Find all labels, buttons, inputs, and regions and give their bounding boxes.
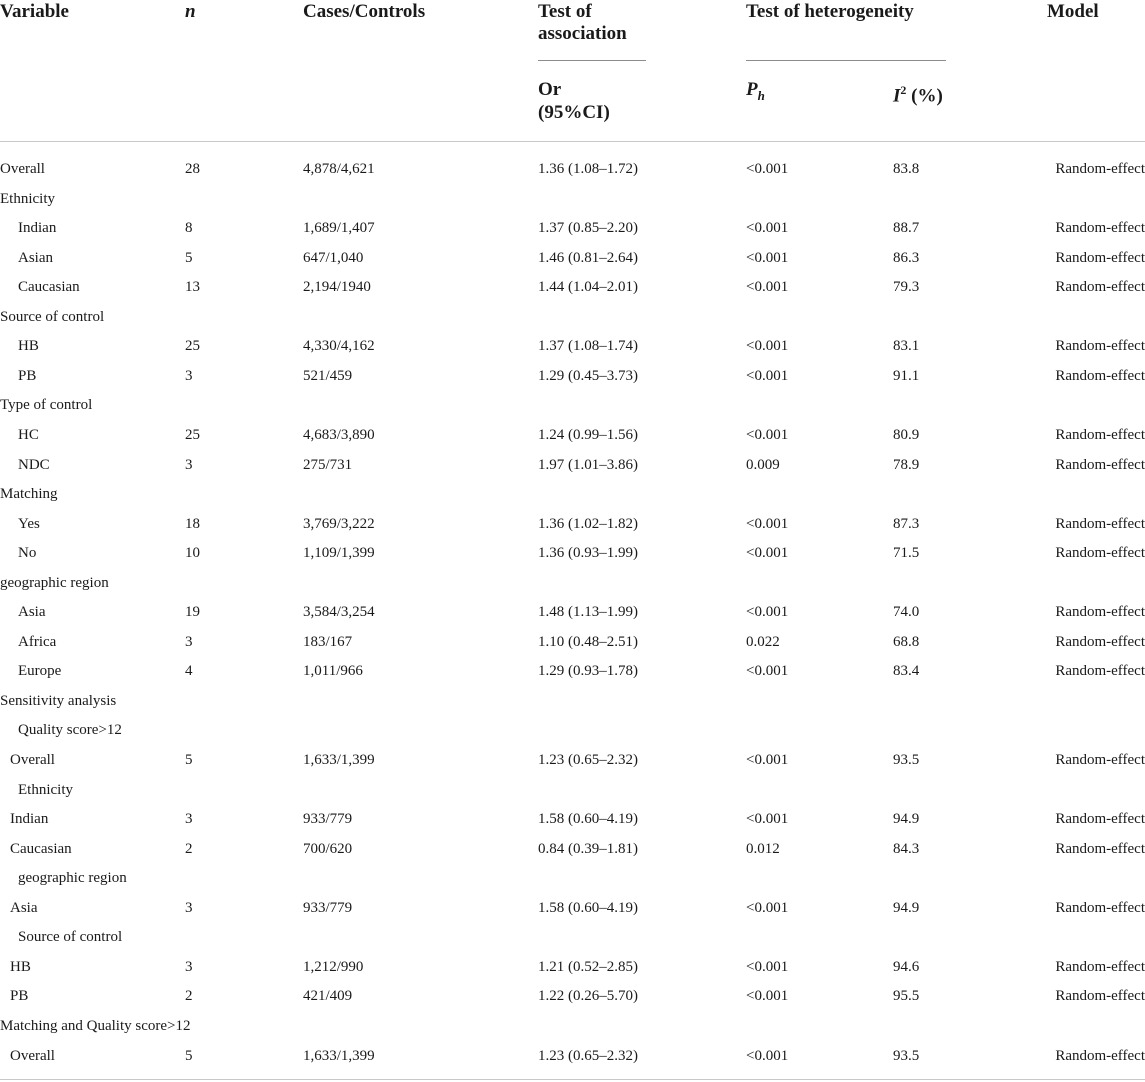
cell-variable: Sensitivity analysis: [0, 692, 117, 709]
cell-variable: Overall: [0, 161, 45, 177]
cell-or-ci: 1.37 (0.85–2.20): [538, 220, 638, 237]
cell-i2: 79.3: [893, 279, 920, 296]
cell-or-ci: 1.58 (0.60–4.19): [538, 811, 638, 828]
table-row: [0, 539, 1145, 569]
cell-i2: 86.3: [893, 249, 920, 266]
cell-n: 18: [185, 515, 200, 532]
cell-model: Random-effect: [1055, 840, 1145, 857]
table-row: [0, 391, 1145, 421]
cell-n: 5: [185, 249, 193, 266]
cell-variable: Ethnicity: [0, 190, 55, 207]
cell-model: Random-effect: [1055, 249, 1145, 266]
table-row: [0, 805, 1145, 835]
cell-n: 10: [185, 545, 200, 562]
table-row: [0, 421, 1145, 451]
cell-n: 5: [185, 752, 193, 768]
header-test-heterogeneity: Test of heterogeneity: [746, 1, 914, 22]
table-row: [0, 362, 1145, 392]
table-row: [0, 628, 1145, 658]
cell-ph: <0.001: [746, 899, 789, 916]
cell-n: 2: [185, 840, 193, 857]
cell-variable: Asia: [18, 604, 46, 621]
cell-ph: <0.001: [746, 988, 789, 1005]
cell-i2: 84.3: [893, 840, 920, 857]
table-row: [0, 1012, 1145, 1042]
cell-ph: <0.001: [746, 1047, 789, 1064]
cell-or-ci: 1.10 (0.48–2.51): [538, 633, 638, 650]
header-test-association-line2: association: [538, 23, 627, 44]
cell-model: Random-effect: [1055, 338, 1145, 355]
table-row: [0, 155, 1145, 185]
table-row: [0, 953, 1145, 983]
header-ph: [746, 78, 765, 108]
header-or-line1: Or: [538, 79, 562, 100]
cell-model: Random-effect: [1055, 1047, 1145, 1064]
cell-variable: Indian: [10, 811, 49, 828]
table-row: [0, 185, 1145, 215]
table-row: [0, 716, 1145, 746]
cell-variable: Matching: [0, 486, 58, 503]
cell-n: 5: [185, 1047, 193, 1064]
cell-cases-controls: 521/459: [303, 367, 353, 384]
header-bottom-rule: [0, 141, 1145, 142]
cell-n: 4: [185, 663, 193, 680]
cell-cases-controls: 1,689/1,407: [303, 220, 375, 237]
table-row: [0, 480, 1145, 510]
cell-ph: <0.001: [746, 338, 789, 355]
cell-n: 28: [185, 161, 200, 177]
cell-variable: Source of control: [0, 308, 105, 325]
cell-cases-controls: 4,683/3,890: [303, 426, 375, 443]
header-i2: [893, 78, 943, 108]
table-row: [0, 923, 1145, 953]
cell-cases-controls: 933/779: [303, 899, 353, 916]
cell-or-ci: 1.36 (0.93–1.99): [538, 545, 638, 562]
table-row: [0, 332, 1145, 362]
cell-variable: Type of control: [0, 397, 93, 414]
cell-variable: geographic region: [0, 574, 109, 591]
header-ph-sub: h: [757, 87, 765, 103]
cell-or-ci: 1.22 (0.26–5.70): [538, 988, 638, 1005]
table-row: [0, 569, 1145, 599]
cell-or-ci: 1.36 (1.02–1.82): [538, 515, 638, 532]
subheader-divider-heterogeneity: [746, 60, 946, 61]
cell-cases-controls: 2,194/1940: [303, 279, 371, 296]
cell-model: Random-effect: [1055, 456, 1145, 473]
cell-n: 25: [185, 426, 200, 443]
cell-cases-controls: 275/731: [303, 456, 353, 473]
cell-variable: Matching and Quality score>12: [0, 1017, 191, 1034]
header-variable: Variable: [0, 1, 69, 22]
cell-ph: <0.001: [746, 545, 789, 562]
table-row: [0, 835, 1145, 865]
cell-cases-controls: 1,633/1,399: [303, 752, 375, 768]
cell-variable: PB: [10, 988, 29, 1005]
cell-variable: geographic region: [18, 870, 127, 887]
header-ph-main: P: [746, 79, 758, 100]
table-row: [0, 982, 1145, 1012]
cell-variable: Europe: [18, 663, 62, 680]
cell-model: Random-effect: [1055, 367, 1145, 384]
cell-variable: Overall: [10, 1047, 55, 1064]
cell-model: Random-effect: [1055, 426, 1145, 443]
cell-or-ci: 1.36 (1.08–1.72): [538, 161, 638, 177]
table-row: [0, 1042, 1145, 1072]
cell-variable: NDC: [18, 456, 50, 473]
cell-ph: <0.001: [746, 958, 789, 975]
cell-i2: 93.5: [893, 752, 920, 768]
cell-variable: Source of control: [18, 929, 123, 946]
cell-i2: 83.8: [893, 161, 920, 177]
cell-variable: Overall: [10, 752, 55, 768]
cell-ph: <0.001: [746, 367, 789, 384]
cell-or-ci: 1.23 (0.65–2.32): [538, 1047, 638, 1064]
cell-model: Random-effect: [1055, 604, 1145, 621]
cell-ph: 0.009: [746, 456, 780, 473]
cell-i2: 93.5: [893, 1047, 920, 1064]
cell-n: 3: [185, 811, 193, 828]
cell-i2: 88.7: [893, 220, 920, 237]
cell-variable: Indian: [18, 220, 57, 237]
table-row: [0, 746, 1145, 776]
cell-variable: Ethnicity: [18, 781, 73, 798]
cell-ph: 0.022: [746, 633, 780, 650]
cell-n: 8: [185, 220, 193, 237]
table-row: [0, 451, 1145, 481]
cell-cases-controls: 421/409: [303, 988, 353, 1005]
cell-cases-controls: 183/167: [303, 633, 353, 650]
table-bottom-rule: [0, 1079, 1145, 1080]
cell-cases-controls: 1,109/1,399: [303, 545, 375, 562]
cell-n: 3: [185, 958, 193, 975]
cell-model: Random-effect: [1055, 811, 1145, 828]
cell-variable: Yes: [18, 515, 40, 532]
cell-or-ci: 1.48 (1.13–1.99): [538, 604, 638, 621]
cell-variable: PB: [18, 367, 37, 384]
header-i2-sup: 2: [900, 83, 907, 97]
cell-model: Random-effect: [1055, 220, 1145, 237]
cell-cases-controls: 1,212/990: [303, 958, 364, 975]
cell-i2: 94.9: [893, 811, 920, 828]
table-row: [0, 657, 1145, 687]
table-row: [0, 598, 1145, 628]
cell-model: Random-effect: [1055, 279, 1145, 296]
cell-ph: <0.001: [746, 161, 789, 177]
cell-variable: Quality score>12: [18, 722, 122, 739]
table-row: [0, 687, 1145, 717]
cell-model: Random-effect: [1055, 515, 1145, 532]
cell-i2: 80.9: [893, 426, 920, 443]
cell-cases-controls: 933/779: [303, 811, 353, 828]
cell-n: 19: [185, 604, 200, 621]
header-i2-unit: (%): [906, 85, 943, 107]
cell-or-ci: 1.24 (0.99–1.56): [538, 426, 638, 443]
cell-model: Random-effect: [1055, 752, 1145, 768]
table-row: [0, 864, 1145, 894]
cell-i2: 83.1: [893, 338, 920, 355]
cell-cases-controls: 1,633/1,399: [303, 1047, 375, 1064]
cell-or-ci: 1.23 (0.65–2.32): [538, 752, 638, 768]
cell-n: 3: [185, 899, 193, 916]
cell-n: 2: [185, 988, 193, 1005]
cell-variable: Caucasian: [10, 840, 72, 857]
cell-cases-controls: 3,584/3,254: [303, 604, 375, 621]
cell-i2: 94.6: [893, 958, 920, 975]
cell-model: Random-effect: [1055, 899, 1145, 916]
cell-n: 3: [185, 633, 193, 650]
cell-model: Random-effect: [1055, 161, 1145, 177]
cell-i2: 83.4: [893, 663, 920, 680]
cell-n: 3: [185, 367, 193, 384]
cell-model: Random-effect: [1055, 633, 1145, 650]
cell-model: Random-effect: [1055, 988, 1145, 1005]
cell-variable: HB: [10, 958, 31, 975]
cell-or-ci: 1.29 (0.45–3.73): [538, 367, 638, 384]
table-row: [0, 273, 1145, 303]
cell-cases-controls: 3,769/3,222: [303, 515, 375, 532]
cell-cases-controls: 1,011/966: [303, 663, 363, 680]
cell-or-ci: 1.21 (0.52–2.85): [538, 958, 638, 975]
cell-ph: <0.001: [746, 279, 789, 296]
cell-model: Random-effect: [1055, 958, 1145, 975]
cell-i2: 95.5: [893, 988, 920, 1005]
cell-i2: 74.0: [893, 604, 920, 621]
cell-or-ci: 1.29 (0.93–1.78): [538, 663, 638, 680]
table-row: [0, 510, 1145, 540]
header-n: n: [185, 1, 196, 22]
cell-variable: Asian: [18, 249, 53, 266]
table-row: [0, 303, 1145, 333]
cell-i2: 71.5: [893, 545, 920, 562]
cell-variable: Caucasian: [18, 279, 80, 296]
header-test-association-line1: Test of: [538, 1, 592, 22]
cell-cases-controls: 4,878/4,621: [303, 161, 375, 177]
cell-ph: <0.001: [746, 515, 789, 532]
cell-ph: 0.012: [746, 840, 780, 857]
cell-cases-controls: 647/1,040: [303, 249, 364, 266]
cell-i2: 78.9: [893, 456, 920, 473]
header-model: Model: [1047, 1, 1099, 22]
cell-i2: 87.3: [893, 515, 920, 532]
cell-i2: 91.1: [893, 367, 920, 384]
cell-variable: No: [18, 545, 37, 562]
header-i2-main: I: [893, 85, 901, 107]
cell-ph: <0.001: [746, 752, 789, 768]
cell-ph: <0.001: [746, 426, 789, 443]
cell-variable: HB: [18, 338, 39, 355]
cell-cases-controls: 700/620: [303, 840, 353, 857]
cell-model: Random-effect: [1055, 663, 1145, 680]
cell-i2: 94.9: [893, 899, 920, 916]
cell-n: 25: [185, 338, 200, 355]
cell-cases-controls: 4,330/4,162: [303, 338, 375, 355]
cell-ph: <0.001: [746, 811, 789, 828]
cell-ph: <0.001: [746, 604, 789, 621]
cell-or-ci: 1.37 (1.08–1.74): [538, 338, 638, 355]
cell-n: 13: [185, 279, 200, 296]
cell-ph: <0.001: [746, 663, 789, 680]
cell-ph: <0.001: [746, 220, 789, 237]
cell-or-ci: 1.46 (0.81–2.64): [538, 249, 638, 266]
cell-n: 3: [185, 456, 193, 473]
cell-or-ci: 1.58 (0.60–4.19): [538, 899, 638, 916]
table-row: [0, 244, 1145, 274]
cell-model: Random-effect: [1055, 545, 1145, 562]
table-row: [0, 894, 1145, 924]
header-cases-controls: Cases/Controls: [303, 1, 426, 22]
cell-variable: HC: [18, 426, 39, 443]
subheader-divider-association: [538, 60, 646, 61]
header-or-line2: (95%CI): [538, 102, 610, 123]
cell-ph: <0.001: [746, 249, 789, 266]
cell-or-ci: 1.97 (1.01–3.86): [538, 456, 638, 473]
cell-or-ci: 1.44 (1.04–2.01): [538, 279, 638, 296]
cell-i2: 68.8: [893, 633, 920, 650]
cell-variable: Africa: [18, 633, 57, 650]
table-row: [0, 776, 1145, 806]
table-row: [0, 214, 1145, 244]
cell-variable: Asia: [10, 899, 38, 916]
cell-or-ci: 0.84 (0.39–1.81): [538, 840, 638, 857]
